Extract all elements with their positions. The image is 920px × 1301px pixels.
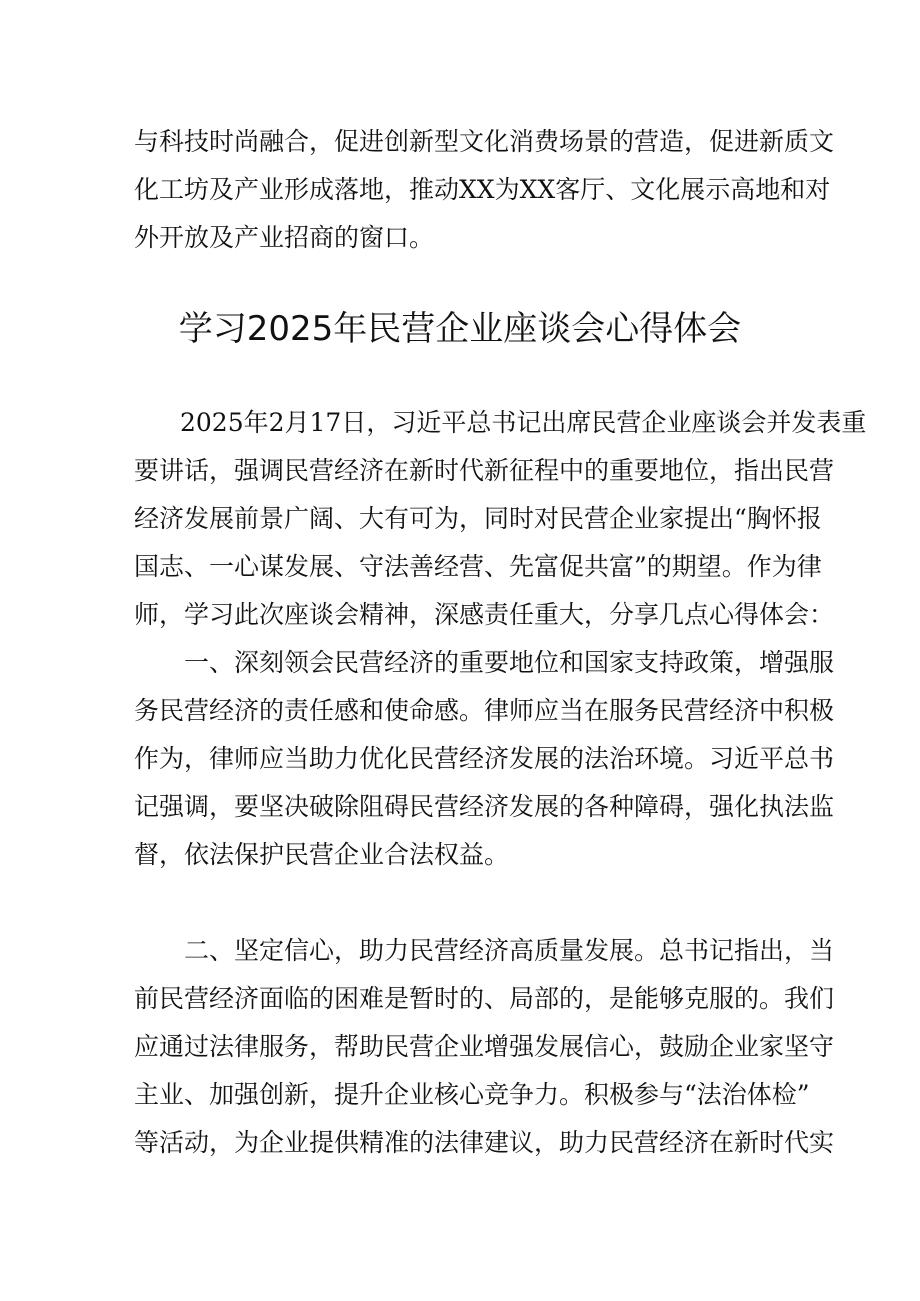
paragraph-3-line-3: 应通过法律服务，帮助民营企业增强发展信心，鼓励企业家坚守: [134, 1032, 835, 1061]
intro-line-1: 与科技时尚融合，促进创新型文化消费场景的营造，促进新质文: [134, 127, 835, 156]
paragraph-3-line-5: 等活动，为企业提供精准的法律建议，助力民营经济在新时代实: [134, 1128, 835, 1157]
intro-line-3: 外开放及产业招商的窗口。: [134, 223, 435, 252]
document-title: 学习2025年民营企业座谈会心得体会: [178, 309, 742, 349]
paragraph-2-line-1: 一、深刻领会民营经济的重要地位和国家支持政策，增强服: [184, 648, 835, 677]
paragraph-2-line-2: 务民营经济的责任感和使命感。律师应当在服务民营经济中积极: [134, 696, 835, 725]
paragraph-3-line-1: 二、坚定信心，助力民营经济高质量发展。总书记指出，当: [184, 936, 835, 965]
paragraph-2-line-3: 作为，律师应当助力优化民营经济发展的法治环境。习近平总书: [134, 744, 835, 773]
paragraph-1-line-3: 经济发展前景广阔、大有可为，同时对民营企业家提出“胸怀报: [134, 504, 822, 533]
paragraph-1-line-5: 师，学习此次座谈会精神，深感责任重大，分享几点心得体会：: [134, 600, 835, 629]
paragraph-1-line-4: 国志、一心谋发展、守法善经营、先富促共富”的期望。作为律: [134, 552, 822, 581]
paragraph-3-line-2: 前民营经济面临的困难是暂时的、局部的，是能够克服的。我们: [134, 984, 835, 1013]
paragraph-3-line-4: 主业、加强创新，提升企业核心竞争力。积极参与“法治体检”: [134, 1080, 810, 1109]
paragraph-1-line-2: 要讲话，强调民营经济在新时代新征程中的重要地位，指出民营: [134, 456, 835, 485]
paragraph-2-line-5: 督，依法保护民营企业合法权益。: [134, 840, 510, 869]
paragraph-1-line-1: 2025年2月17日，习近平总书记出席民营企业座谈会并发表重: [180, 408, 867, 437]
paragraph-2-line-4: 记强调，要坚决破除阻碍民营经济发展的各种障碍，强化执法监: [134, 792, 835, 821]
intro-line-2: 化工坊及产业形成落地，推动XX为XX客厅、文化展示高地和对: [134, 175, 831, 204]
